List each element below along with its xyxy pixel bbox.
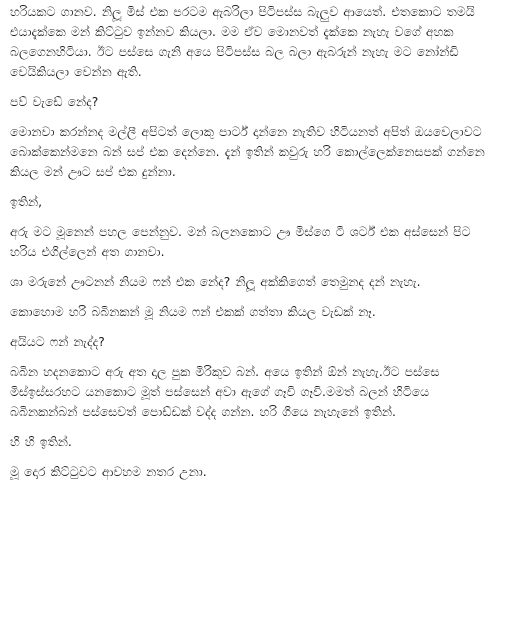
paragraph-6: ශා මරුනේ ඌටනන් නියම ෆන් එක නේද? නිලූ අක්කිගෙත් තෙමුනද දන් නැහැ. <box>10 275 421 289</box>
paragraph-11: මූ දොර කිට්ටුවට ආවහම නතර උනා. <box>10 465 207 479</box>
paragraph-5: අරු මට මූනෙන් පහල පෙන්නුව. මන් බලනකොට ඌ මිස්ගෙ ටී ශර්ට් එක අස්සෙන් පිට හරිය එගිල්ලෙන් අත ගානවා. <box>10 225 471 259</box>
paragraph-1: හරියකට ගානව. නිලූ මිස් එක පරටම ඇබරිලා පිටිපස්ස බැලුව ආයෙත්. එතකොට තමයි එයාදැක්කෙ මන් කිට්ටුව ඉන්නව කියලා. මම ඒව මොනවත් දැක්කෙ නැහැ වගේ අහක බලගෙනහිටියා. ඊට පස්සෙ ගැනි අයෙ පිටිපස්ස බල බලා ඇබරුන් නැහැ මට නෝන්ඩි වෙයිකියලා වෙන්න ඇති. <box>10 5 475 79</box>
paragraph-7: කොහොම හරි බබිනකන් මූ නියම ෆන් එකක් ගත්තා කියල වැඩක් නෑ. <box>10 305 376 319</box>
paragraph-8: අයියට ෆන් නැද්ද? <box>10 335 105 349</box>
paragraph-4: ඉතින්, <box>10 195 43 209</box>
paragraph-3: මොනවා කරන්නද මල්ලී අපිටත් ලොකු පාර්ට් දාන්නෙ නැතිව හිටියනත් අපිත් ඔයවෙලාවට බොක්කෙන්මනෙ බන් සප් එක දෙන්නෙ. දැන් ඉතින් කවුරු හරි කොල්ලෙක්නෙසපක් ගන්නෙ කියල මන් ඌට සප් එක දුන්නා. <box>10 125 485 179</box>
paragraph-2: පව් වැඩේ නේද? <box>10 95 99 109</box>
paragraph-10: හි හි ඉතින්. <box>10 435 72 449</box>
paragraph-9: බබින හදනකොට අරු අත දාල පුක මිරිකුව බන්. අයෙ ඉතින් ඕන් නැහැ.ඊට පස්සෙ මිස්ඉස්සරහට යනකොට මූත් පස්සෙන් අවා ඇගේ ගෑවි ගෑවි.මමත් බලන් හිටියෙ බබිනකන්බන් පස්සෙවත් පොඩ්ඩක් වද්ද ගන්න. හරි ගියෙ නැහැනේ ඉතින්. <box>10 365 440 419</box>
